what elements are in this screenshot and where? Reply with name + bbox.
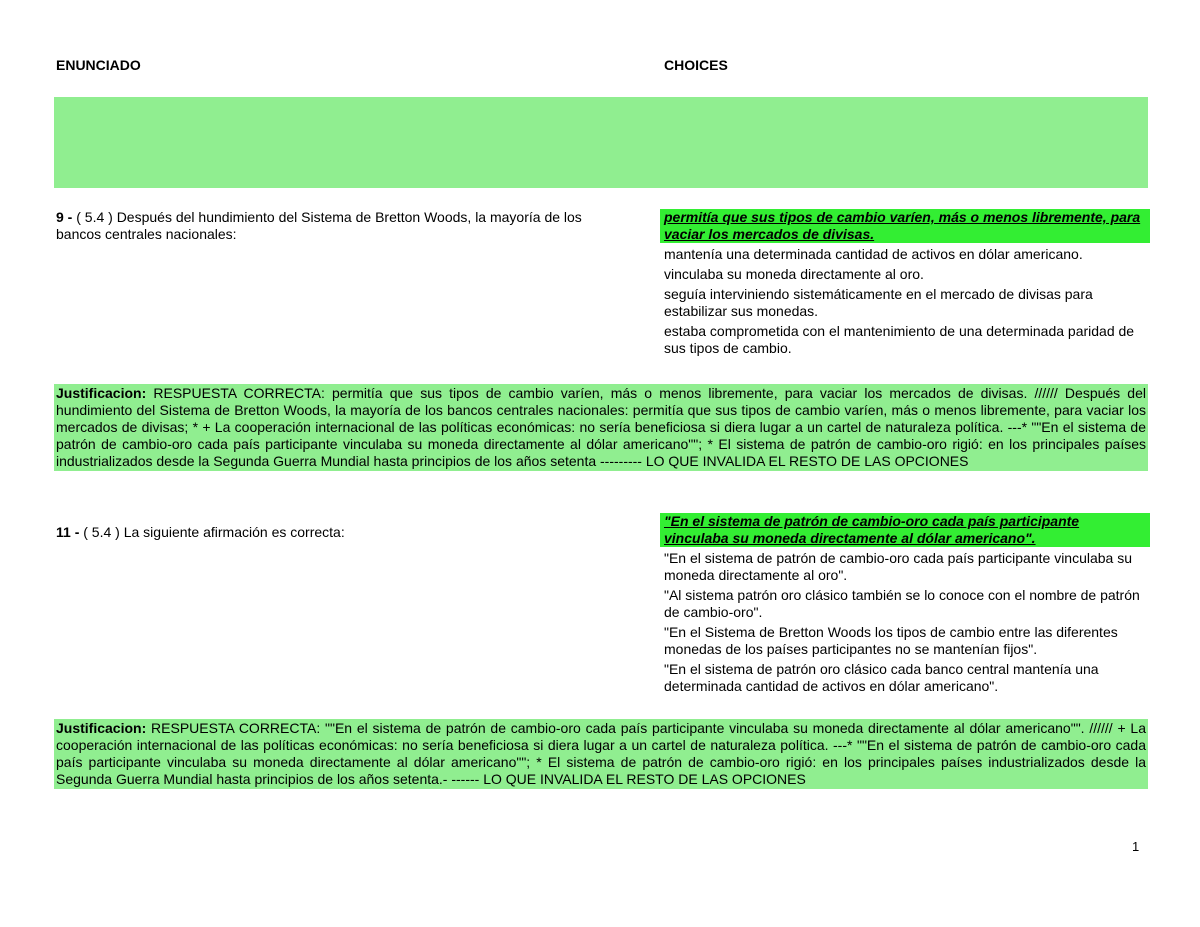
justification-11 — [54, 719, 1148, 789]
justification-9 — [54, 384, 1148, 471]
question-number: 9 - — [56, 209, 73, 225]
choices-9 — [660, 209, 1150, 360]
justification-text: RESPUESTA CORRECTA: ""En el sistema de patrón de cambio-oro cada país participante vinculaba su moneda directamente al dólar americano"". ////// + La cooperación internacional de las políticas económicas: no sería beneficiosa si diera lugar a un cartel de naturaleza política. ---* ""En el sistema de patrón de cambio-oro cada país participante vinculaba su moneda directamente al dólar americano""; * El sistema de patrón de cambio-oro rigió: en los principales países industrializados desde la Segunda Guerra Mundial hasta principios de los años setenta.- ------ LO QUE INVALIDA EL RESTO DE LAS OPCIONES — [56, 720, 1146, 787]
choice: "En el Sistema de Bretton Woods los tipos de cambio entre las diferentes monedas de los países participantes no se mantenían fijos". — [664, 624, 1118, 657]
justification-label: Justificacion: — [56, 720, 147, 736]
choice: "En el sistema de patrón de cambio-oro cada país participante vinculaba su moneda directamente al oro". — [664, 550, 1133, 583]
question-11 — [56, 524, 596, 541]
question-text: ( 5.4 ) Después del hundimiento del Sistema de Bretton Woods, la mayoría de los bancos centrales nacionales: — [56, 209, 582, 242]
choice-correct: permitía que sus tipos de cambio varíen, más o menos libremente, para vaciar los mercados de divisas. — [660, 209, 1150, 243]
question-9 — [56, 209, 596, 243]
choice: seguía interviniendo sistemáticamente en el mercado de divisas para estabilizar sus monedas. — [664, 286, 1093, 319]
question-number: 11 - — [56, 524, 80, 540]
header-band — [54, 97, 1148, 188]
choices-11 — [660, 513, 1150, 698]
choice: vinculaba su moneda directamente al oro. — [664, 266, 924, 282]
page-number: 1 — [1132, 839, 1140, 854]
enunciado-header: ENUNCIADO — [56, 57, 141, 73]
justification-label: Justificacion: — [56, 385, 147, 401]
choice-correct: "En el sistema de patrón de cambio-oro cada país participante vinculaba su moneda directamente al dólar americano". — [660, 513, 1150, 547]
question-text: ( 5.4 ) La siguiente afirmación es correcta: — [79, 524, 345, 540]
justification-text: RESPUESTA CORRECTA: permitía que sus tipos de cambio varíen, más o menos libremente, para vaciar los mercados de divisas. ////// Después del hundimiento del Sistema de Bretton Woods, la mayoría de los bancos centrales nacionales: permitía que sus tipos de cambio varíen, más o menos libremente, para vaciar los mercados de divisas; * + La cooperación internacional de las políticas económicas: no sería beneficiosa si diera lugar a un cartel de naturaleza política. ---* ""En el sistema de patrón de cambio-oro cada país participante vinculaba su moneda directamente al dólar americano""; * El sistema de patrón de cambio-oro rigió: en los principales países industrializados desde la Segunda Guerra Mundial hasta principios de los años setenta --------- LO QUE INVALIDA EL RESTO DE LAS OPCIONES — [56, 385, 1146, 469]
choice: "En el sistema de patrón oro clásico cada banco central mantenía una determinada cantidad de activos en dólar americano". — [664, 661, 1099, 694]
choice: "Al sistema patrón oro clásico también se lo conoce con el nombre de patrón de cambio-oro". — [664, 587, 1140, 620]
choice: estaba comprometida con el mantenimiento de una determinada paridad de sus tipos de cambio. — [664, 323, 1135, 356]
choice: mantenía una determinada cantidad de activos en dólar americano. — [664, 246, 1083, 262]
choices-header: CHOICES — [664, 57, 728, 73]
